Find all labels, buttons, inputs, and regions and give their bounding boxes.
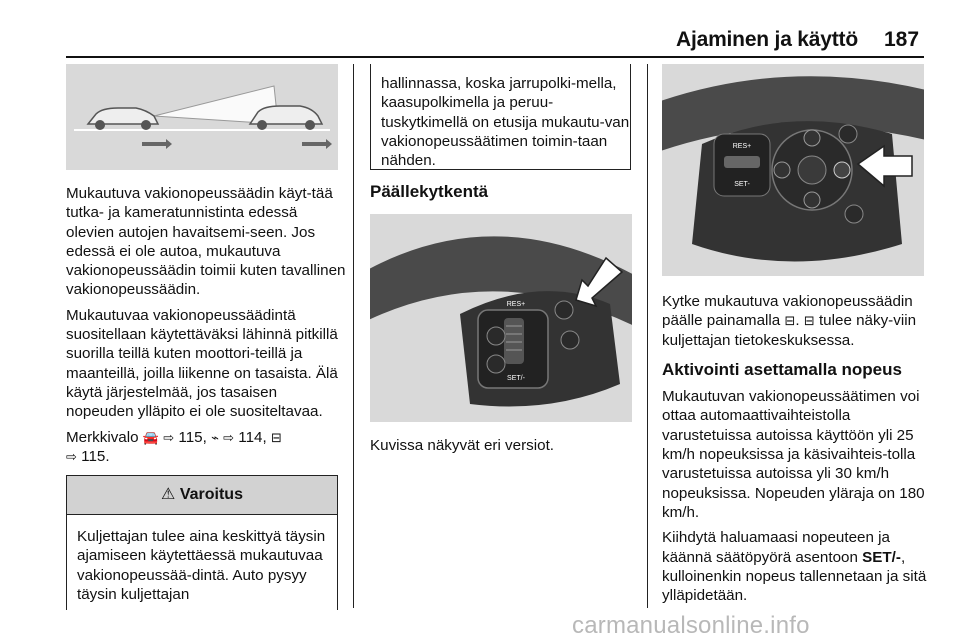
- steering-wheel-illustration-2: [662, 64, 924, 276]
- page-ref-3: 115.: [81, 447, 110, 465]
- indicator-label: Merkkivalo: [66, 428, 139, 446]
- section-heading-activation: Päällekytkentä: [370, 182, 489, 201]
- radar-illustration: [66, 64, 338, 170]
- activation-paragraph: Kytke mukautuva vakionopeussäädin päälle painamalla ⊟. ⊟ tulee näky-viin kuljettajan tietokeskuksessa.: [662, 293, 917, 349]
- acc-icon: ⊟: [784, 313, 796, 329]
- warning-header: [67, 476, 337, 515]
- page-number: 187: [884, 28, 920, 51]
- warning-continuation-box: hallinnassa, koska jarrupolki-mella, kaasupolkimella ja peruu-tuskytkimellä on etusija mukautu-van vakionopeussäätimen toimin-taan nähden.: [370, 64, 631, 170]
- speed-range-paragraph: Mukautuvan vakionopeussäätimen voi ottaa automaattivaihteistolla varustetuissa autoissa käyttöön yli 25 km/h nopeuksissa ja käsivaihteis-tolla varustetuissa autoissa yli 30 km/h nopeuksissa. Nopeuden yläraja on 180 km/h.: [662, 388, 925, 521]
- acc-icon: ⊟: [270, 429, 282, 445]
- set-keyword: SET/-: [862, 548, 901, 566]
- arrow-ref-icon: ⇨: [223, 429, 235, 445]
- set-label: SET-: [734, 181, 750, 188]
- res-label: RES+: [506, 301, 526, 308]
- column-1-text: [66, 184, 346, 472]
- page-ref-1: 115,: [178, 428, 207, 446]
- set-speed-paragraph: Kiihdytä haluamaasi nopeuteen ja käännä säätöpyörä asentoon SET/-, kulloinenkin nopeus tallennetaan ja sitä ylläpidetään.: [662, 529, 927, 605]
- column-3-text: [662, 292, 927, 611]
- page-ref-2: 114,: [238, 428, 267, 446]
- header-rule: [66, 56, 924, 58]
- indicator-paragraph: [66, 428, 346, 467]
- column-divider-1: [353, 64, 354, 608]
- warning-triangle-icon: ⚠: [161, 486, 176, 503]
- figure-caption: Kuvissa näkyvät eri versiot.: [370, 437, 555, 454]
- section-heading-set-speed: Aktivointi asettamalla nopeus: [662, 359, 902, 379]
- set-label: SET/-: [507, 375, 525, 382]
- steering-wheel-illustration-1: [370, 214, 632, 422]
- recommendation-paragraph: Mukautuvaa vakionopeussäädintä suositellaan käytettäväksi lähinnä pitkillä suorilla teillä kuten moottori-teillä ja maanteillä, joilla liikenne on tasaista. Älä käytä järjestelmää, jos tasaisen nopeuden ylläpito ei ole suositeltavaa.: [66, 306, 338, 421]
- header-title: Ajaminen ja käyttö: [676, 28, 858, 51]
- arrow-ref-icon: ⇨: [163, 429, 175, 445]
- cruise-icon: ⌁: [211, 429, 219, 445]
- res-label: RES+: [732, 143, 752, 150]
- car-icon: 🚘: [142, 429, 160, 445]
- arrow-ref-icon: ⇨: [66, 448, 77, 464]
- watermark: carmanualsonline.info: [572, 612, 810, 639]
- warning-title: Varoitus: [179, 486, 243, 503]
- warning-box: [66, 475, 338, 610]
- warning-text: Kuljettajan tulee aina keskittyä täysin ajamiseen käytettäessä mukautuvaa vakionopeussää-dintä. Auto pysyy täysin kuljettajan: [77, 528, 326, 603]
- acc-icon: ⊟: [803, 313, 815, 329]
- intro-paragraph: Mukautuva vakionopeussäädin käyt-tää tutka- ja kameratunnistinta edessä olevien autojen havaitsemi-seen. Jos edessä ei ole autoa, mukautuva vakionopeussäädin toimii kuten tavallinen vakionopeussäädin.: [66, 185, 346, 299]
- column-divider-2: [647, 64, 648, 608]
